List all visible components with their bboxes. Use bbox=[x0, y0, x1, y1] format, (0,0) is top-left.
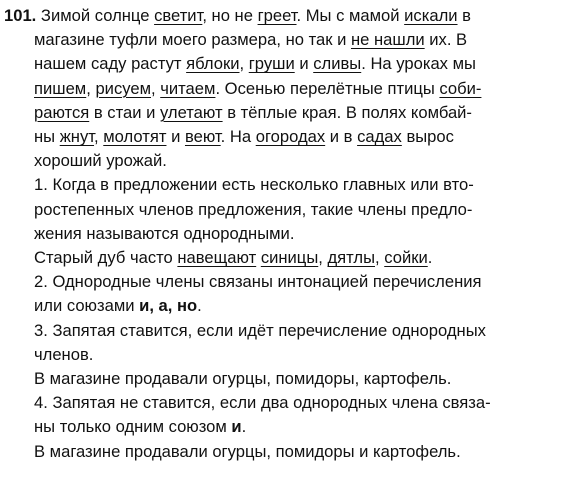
text-run: ны только одним союзом bbox=[34, 417, 232, 437]
underlined-word: жнут bbox=[59, 127, 95, 147]
bold-conjunctions: и bbox=[231, 417, 242, 437]
text-run: , bbox=[86, 78, 96, 98]
rule-line bbox=[4, 294, 553, 318]
text-run: вырос bbox=[401, 127, 454, 147]
text-run: . Осенью перелётные птицы bbox=[215, 78, 440, 98]
exercise-line bbox=[4, 101, 553, 125]
rules-section bbox=[4, 173, 553, 463]
text-run: , bbox=[94, 127, 104, 147]
text-run: . На bbox=[220, 127, 256, 147]
rule-line: 4. Запятая не ставится, если два однородных члена связа- bbox=[34, 393, 491, 413]
exercise-line bbox=[4, 125, 553, 149]
example-line: В магазине продавали огурцы, помидоры и картофель. bbox=[34, 441, 461, 461]
underlined-word: искали bbox=[404, 6, 458, 25]
text-run: . bbox=[241, 417, 247, 437]
text-run: ны bbox=[34, 127, 60, 147]
underlined-word: соби- bbox=[439, 78, 482, 98]
example-line bbox=[4, 246, 553, 270]
example-sentence bbox=[4, 246, 553, 270]
underlined-word: читаем bbox=[160, 78, 216, 98]
text-run: , bbox=[318, 248, 328, 268]
exercise-line bbox=[4, 52, 553, 76]
underlined-word: раются bbox=[34, 102, 90, 122]
text-run: , но не bbox=[202, 6, 258, 25]
rule-line: 1. Когда в предложении есть несколько главных или вто- bbox=[34, 175, 474, 195]
underlined-word: дятлы bbox=[327, 248, 375, 268]
rule-line: 2. Однородные члены связаны интонацией перечисления bbox=[34, 272, 482, 292]
underlined-word: огородах bbox=[255, 127, 326, 147]
underlined-word: сойки bbox=[384, 248, 428, 268]
underlined-word: не нашли bbox=[350, 30, 425, 50]
text-run: и в bbox=[325, 127, 358, 147]
underlined-word: яблоки bbox=[186, 54, 240, 74]
rule-line: жения называются однородными. bbox=[34, 223, 295, 243]
exercise-line bbox=[4, 77, 553, 101]
exercise-line bbox=[4, 28, 553, 52]
text-run: в стаи и bbox=[89, 102, 160, 122]
text-run: хороший урожай. bbox=[34, 151, 167, 171]
underlined-word: молотят bbox=[103, 127, 167, 147]
text-run: и bbox=[166, 127, 185, 147]
rule-block bbox=[4, 270, 553, 318]
text-run: , bbox=[239, 54, 249, 74]
underlined-word: улетают bbox=[159, 102, 223, 122]
text-run: , bbox=[375, 248, 385, 268]
underlined-word: синицы bbox=[260, 248, 319, 268]
text-run: , bbox=[151, 78, 161, 98]
text-run: в тёплые края. В полях комбай- bbox=[222, 102, 472, 122]
text-run: магазине туфли моего размера, но так и bbox=[34, 30, 351, 50]
text-run: их. В bbox=[424, 30, 468, 50]
rule-block bbox=[4, 173, 553, 246]
underlined-word: веют bbox=[184, 127, 221, 147]
exercise-101 bbox=[4, 4, 553, 173]
underlined-word: светит bbox=[154, 6, 203, 25]
rule-block bbox=[4, 319, 553, 367]
underlined-word: навещают bbox=[177, 248, 257, 268]
text-run: Зимой солнце bbox=[40, 6, 155, 25]
underlined-word: садах bbox=[357, 127, 402, 147]
underlined-word: груши bbox=[248, 54, 295, 74]
text-run: нашем саду растут bbox=[34, 54, 187, 74]
exercise-line bbox=[4, 4, 553, 28]
exercise-number: 101. bbox=[4, 6, 41, 25]
example-line: В магазине продавали огурцы, помидоры, картофель. bbox=[34, 369, 452, 389]
text-run: . bbox=[197, 296, 202, 316]
text-run: в bbox=[457, 6, 471, 25]
rule-line bbox=[4, 415, 553, 439]
rule-line: членов. bbox=[34, 344, 94, 364]
example-sentence bbox=[4, 367, 553, 391]
text-run: или союзами bbox=[34, 296, 140, 316]
bold-conjunctions: и, а, но bbox=[139, 296, 198, 316]
exercise-line bbox=[4, 149, 553, 173]
text-run: и bbox=[294, 54, 314, 74]
rule-line: 3. Запятая ставится, если идёт перечисление однородных bbox=[34, 320, 486, 340]
example-sentence bbox=[4, 440, 553, 464]
text-run: Старый дуб часто bbox=[34, 248, 178, 268]
underlined-word: пишем bbox=[34, 78, 87, 98]
rule-block bbox=[4, 391, 553, 439]
rule-line: ростепенных членов предложения, такие члены предло- bbox=[34, 199, 473, 219]
underlined-word: сливы bbox=[313, 54, 362, 74]
text-run: . Мы с мамой bbox=[296, 6, 405, 25]
text-run: . На уроках мы bbox=[361, 54, 476, 74]
underlined-word: рисуем bbox=[95, 78, 151, 98]
text-run: . bbox=[427, 248, 433, 268]
underlined-word: греет bbox=[257, 6, 297, 25]
